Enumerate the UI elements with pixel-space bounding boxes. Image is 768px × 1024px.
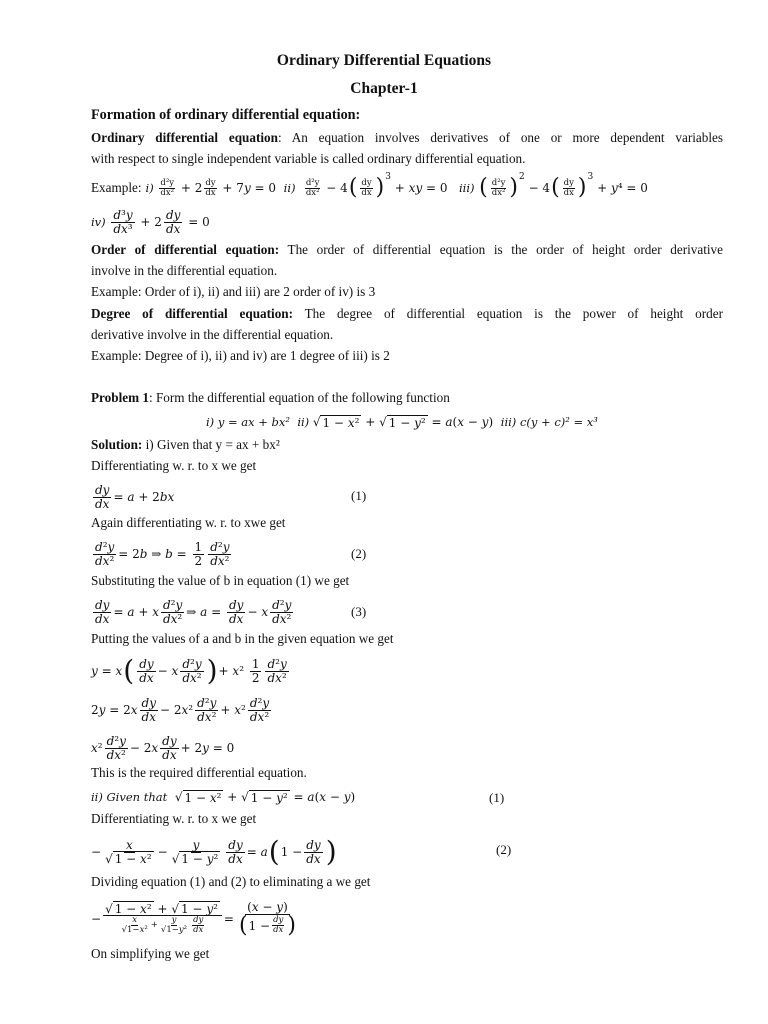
solution-i-given: Solution: i) Given that y = ax + bx² (91, 437, 280, 452)
example-equation-iv: iv) d³y dx³ + 2 $\frac{dy}{dx}$ = 0 (91, 207, 210, 236)
substituting-line: Substituting the value of b in equation (1) we get (91, 573, 350, 588)
equation-number-2: (2) (351, 546, 367, 561)
substituted-equation: y = x ( dy dx − x d²y dx² ) + x² 1 2 d²y dx² (91, 654, 287, 687)
final-equation-i: x² d²y dx² − 2x dy dx + 2y = 0 (91, 733, 235, 762)
expanded-equation: 2y = 2x dy dx − 2x² d²y dx² + x² d²y dx² (91, 695, 270, 724)
chapter-heading: Chapter-1 (350, 80, 418, 97)
order-example: Example: Order of i), ii) and iii) are 2 order of iv) is 3 (91, 284, 376, 299)
divided-equation: − √ 1 − x² + √ 1 − y² x √1−x² + $\frac{y}{\text{√1−y²}}$ dy dx = (x − y) ( 1 − $\frac{dy}{dx}$ ) (91, 895, 301, 943)
solution-ii-given: ii) Given that √ 1 − x² + √ 1 − y² = a(x − y) (91, 786, 355, 808)
degree-example: Example: Degree of i), ii) and iv) are 1 degree of iii) is 2 (91, 348, 390, 363)
equation-number-ii-2: (2) (496, 842, 512, 857)
section-heading: Formation of ordinary differential equation: (91, 107, 361, 123)
problem-functions: i) y = ax + bx² ii) √ 1 − x² + √ 1 − y² = a(x − y) iii) c(y + c)² = x³ (206, 411, 598, 433)
degree-definition-line-2: derivative involve in the differential equation. (91, 327, 334, 342)
equation-2: $\frac{\text{d²y}}{\text{dx²}}$ = 2b ⇒ b = $\frac{1}{2}$ d²y dx² (95, 539, 230, 568)
example-equations-row: Example: i) $\frac{\text{d²y}}{\text{dx²}}$ + 2 $\frac{dy}{dx}$ + 7y = 0 ii) $\frac{\text{d²y}}{\text{dx²}}$ − 4 ( $\frac{dy}{dx}$ ) $^3$ + xy = 0 iii) ( $\frac{\text{d²y}}{\text{dx²}}$ ) $^2$ − 4 ( $\frac{dy}{dx}$ ) $^3$ + y⁴ = 0 (91, 172, 648, 200)
differentiating-line-2: Differentiating w. r. to x we get (91, 811, 257, 826)
dividing-line: Dividing equation (1) and (2) to eliminating a we get (91, 874, 371, 889)
order-definition-line-1: Order of differential equation: The order of differential equation is the order of height order derivative (91, 242, 723, 257)
equation-number-1: (1) (351, 488, 367, 503)
again-differentiating-line: Again differentiating w. r. to xwe get (91, 515, 286, 530)
derivative-equation-ii: − x √ 1 − x² − y √ 1 − y² $\frac{dy}{dx}$ = a ( 1 − $\frac{dy}{dx}$ ) (91, 832, 338, 872)
equation-number-ii-1: (1) (489, 790, 505, 805)
ode-definition-line-1: Ordinary differential equation: An equation involves derivatives of one or more dependent variables (91, 130, 723, 145)
equation-3: $\frac{dy}{dx}$ = a + x d²y dx² ⇒ a = $\frac{dy}{dx}$ − x d²y dx² (95, 597, 292, 626)
required-equation-line: This is the required differential equation. (91, 765, 307, 780)
equation-number-3: (3) (351, 604, 367, 619)
degree-definition-line-1: Degree of differential equation: The degree of differential equation is the power of height order (91, 306, 723, 321)
ode-definition-line-2: with respect to single independent variable is called ordinary differential equation. (91, 151, 526, 166)
problem-statement: Problem 1: Form the differential equation of the following function (91, 390, 450, 405)
differentiating-line-1: Differentiating w. r. to x we get (91, 458, 257, 473)
order-definition-line-2: involve in the differential equation. (91, 263, 278, 278)
putting-values-line: Putting the values of a and b in the given equation we get (91, 631, 394, 646)
document-title: Ordinary Differential Equations (276, 52, 492, 69)
simplifying-line: On simplifying we get (91, 946, 210, 961)
equation-1: $\frac{dy}{dx}$ = a + 2bx (95, 482, 175, 511)
